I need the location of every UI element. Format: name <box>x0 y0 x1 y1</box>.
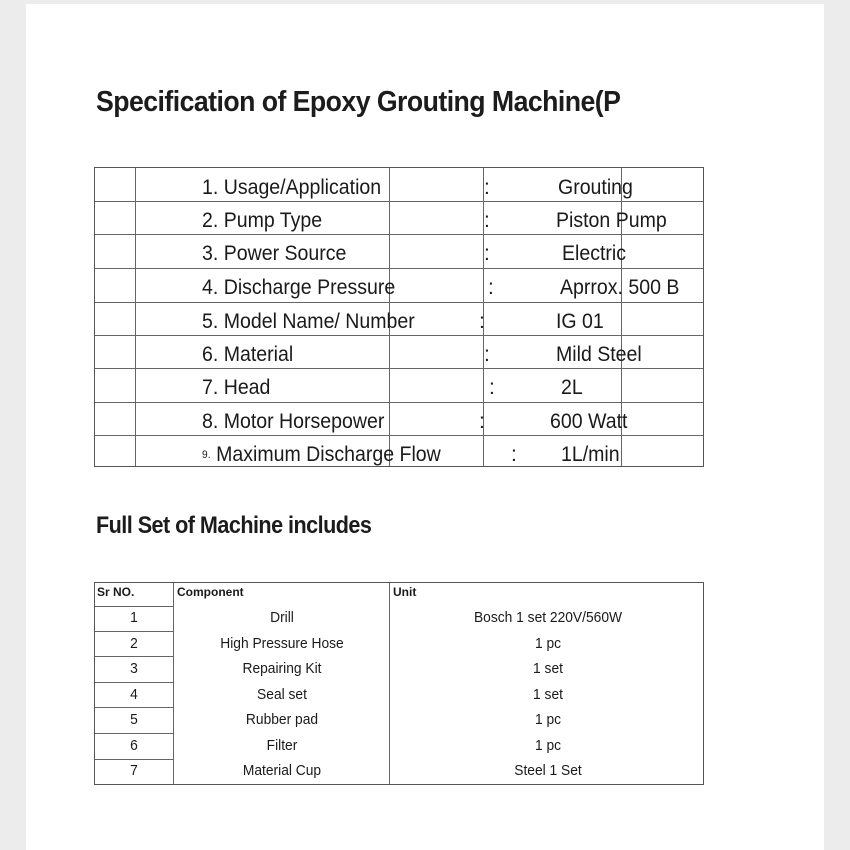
spec-label: 6. Material <box>202 343 294 366</box>
cell-sr: 5 <box>130 711 138 728</box>
cell-sr: 3 <box>130 660 138 677</box>
spec-colon: : <box>488 276 494 299</box>
cell-sr: 6 <box>130 737 138 754</box>
spec-colon: : <box>484 209 490 232</box>
spec-colon: : <box>479 410 485 433</box>
cell-component: Drill <box>270 609 294 626</box>
cell-unit: 1 pc <box>534 635 562 652</box>
spec-label: 4. Discharge Pressure <box>202 276 396 299</box>
spec-number: 9. <box>202 448 211 461</box>
column-header-sr: Sr NO. <box>97 585 135 599</box>
spec-label: 3. Power Source <box>202 242 347 265</box>
table-row <box>95 605 703 631</box>
cell-unit: 1 set <box>533 686 563 703</box>
spec-value: 2L <box>561 376 583 399</box>
cell-component: High Pressure Hose <box>220 635 344 652</box>
spec-value: 600 Watt <box>550 410 628 433</box>
cell-unit: 1 pc <box>534 711 562 728</box>
spec-row <box>95 370 703 403</box>
cell-component: Rubber pad <box>245 711 319 728</box>
spec-row <box>95 337 703 370</box>
table-row <box>95 758 703 784</box>
cell-unit: Bosch 1 set 220V/560W <box>473 609 623 626</box>
spec-colon: : <box>484 242 490 265</box>
cell-component: Repairing Kit <box>242 660 322 677</box>
spec-row <box>95 304 703 337</box>
spec-label: Maximum Discharge Flow <box>216 443 441 466</box>
cell-component: Seal set <box>257 686 307 703</box>
cell-component: Filter <box>266 737 298 754</box>
spec-colon: : <box>484 343 490 366</box>
spec-row <box>95 404 703 437</box>
spec-value: Mild Steel <box>556 343 642 366</box>
table-row <box>95 631 703 657</box>
cell-component: Material Cup <box>242 762 322 779</box>
spec-value: Grouting <box>558 176 633 199</box>
cell-sr: 7 <box>130 762 138 779</box>
spec-colon: : <box>484 176 490 199</box>
spec-label: 2. Pump Type <box>202 209 323 232</box>
spec-label: 7. Head <box>202 376 271 399</box>
components-table <box>94 582 704 785</box>
spec-value: Piston Pump <box>556 209 667 232</box>
spec-colon: : <box>511 443 517 466</box>
specification-table <box>94 167 704 467</box>
table-row <box>95 707 703 733</box>
spec-value: Aprrox. 500 B <box>560 276 680 299</box>
cell-unit: Steel 1 Set <box>514 762 582 779</box>
table-row <box>95 656 703 682</box>
spec-label-group <box>202 438 441 472</box>
cell-sr: 1 <box>130 609 138 626</box>
spec-label: 8. Motor Horsepower <box>202 410 385 433</box>
spec-value: 1L/min <box>561 443 620 466</box>
spec-value: IG 01 <box>556 310 604 333</box>
cell-unit: 1 pc <box>534 737 562 754</box>
spec-row <box>95 203 703 236</box>
spec-value: Electric <box>562 242 627 265</box>
cell-sr: 4 <box>130 686 138 703</box>
spec-row <box>95 437 703 470</box>
spec-label: 1. Usage/Application <box>202 176 382 199</box>
cell-unit: 1 set <box>533 660 563 677</box>
spec-row <box>95 236 703 269</box>
spec-row <box>95 170 703 203</box>
table-row <box>95 733 703 759</box>
page-title: Specification of Epoxy Grouting Machine(P <box>96 86 621 118</box>
spec-label: 5. Model Name/ Number <box>202 310 415 333</box>
column-header-component: Component <box>177 585 244 599</box>
table-row <box>95 682 703 708</box>
cell-sr: 2 <box>130 635 138 652</box>
spec-colon: : <box>479 310 485 333</box>
spec-colon: : <box>489 376 495 399</box>
section-heading: Full Set of Machine includes <box>96 512 372 539</box>
spec-row <box>95 270 703 303</box>
column-header-unit: Unit <box>393 585 417 599</box>
